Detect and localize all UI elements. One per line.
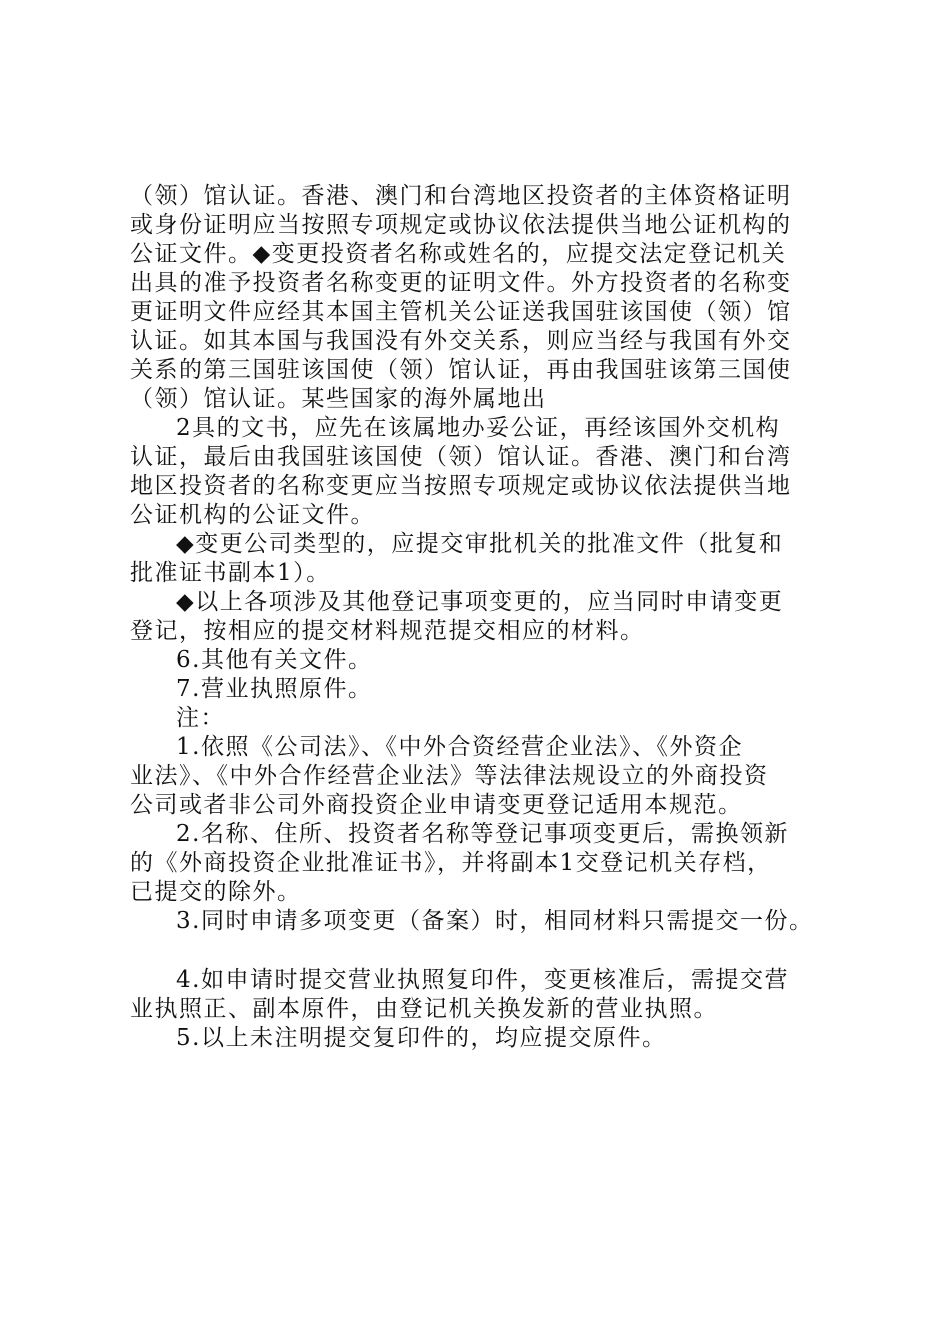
text-line-4: 出具的准予投资者名称变更的证明文件。外方投资者的名称变 [130, 270, 792, 296]
text-line-6: 认证。如其本国与我国没有外交关系，则应当经与我国有外交 [130, 328, 792, 354]
text-line-22: 公司或者非公司外商投资企业申请变更登记适用本规范。 [130, 792, 743, 818]
text-line-3: 公证文件。◆变更投资者名称或姓名的，应提交法定登记机关 [130, 241, 787, 267]
text-line-7: 关系的第三国驻该国使（领）馆认证，再由我国驻该第三国使 [130, 357, 792, 383]
text-line-13: ◆变更公司类型的，应提交审批机关的批准文件（批复和 [176, 531, 784, 557]
text-line-28: 业执照正、副本原件，由登记机关换发新的营业执照。 [130, 996, 718, 1022]
text-line-25: 已提交的除外。 [130, 879, 302, 905]
text-line-29: 5.以上未注明提交复印件的，均应提交原件。 [176, 1025, 667, 1051]
text-line-10: 认证，最后由我国驻该国使（领）馆认证。香港、澳门和台湾 [130, 444, 792, 470]
text-line-9: 2具的文书，应先在该属地办妥公证，再经该国外交机构 [176, 415, 781, 441]
text-line-15: ◆以上各项涉及其他登记事项变更的，应当同时申请变更 [176, 589, 784, 615]
text-line-16: 登记，按相应的提交材料规范提交相应的材料。 [130, 618, 645, 644]
text-line-18: 7.营业执照原件。 [176, 676, 373, 702]
text-line-8: （领）馆认证。某些国家的海外属地出 [130, 386, 547, 412]
text-line-20: 1.依照《公司法》、《中外合资经营企业法》、《外资企 [176, 734, 743, 760]
text-line-19: 注： [176, 705, 225, 731]
text-line-24: 的《外商投资企业批准证书》，并将副本1交登记机关存档， [130, 850, 772, 876]
text-line-23: 2.名称、住所、投资者名称等登记事项变更后，需换领新 [176, 821, 789, 847]
text-line-26: 3.同时申请多项变更（备案）时，相同材料只需提交一份。 [176, 908, 814, 934]
text-line-21: 业法》、《中外合作经营企业法》等法律法规设立的外商投资 [130, 763, 769, 789]
text-line-5: 更证明文件应经其本国主管机关公证送我国驻该国使（领）馆 [130, 299, 792, 325]
text-line-12: 公证机构的公证文件。 [130, 502, 375, 528]
paragraph-gap [130, 936, 850, 966]
text-line-17: 6.其他有关文件。 [176, 647, 373, 673]
text-line-11: 地区投资者的名称变更应当按照专项规定或协议依法提供当地 [130, 473, 792, 499]
text-line-27: 4.如申请时提交营业执照复印件，变更核准后，需提交营 [176, 967, 789, 993]
text-line-2: 或身份证明应当按照专项规定或协议依法提供当地公证机构的 [130, 212, 792, 238]
document-body [130, 182, 850, 1053]
text-line-1: （领）馆认证。香港、澳门和台湾地区投资者的主体资格证明 [130, 183, 792, 209]
text-line-14: 批准证书副本1）。 [130, 560, 331, 586]
